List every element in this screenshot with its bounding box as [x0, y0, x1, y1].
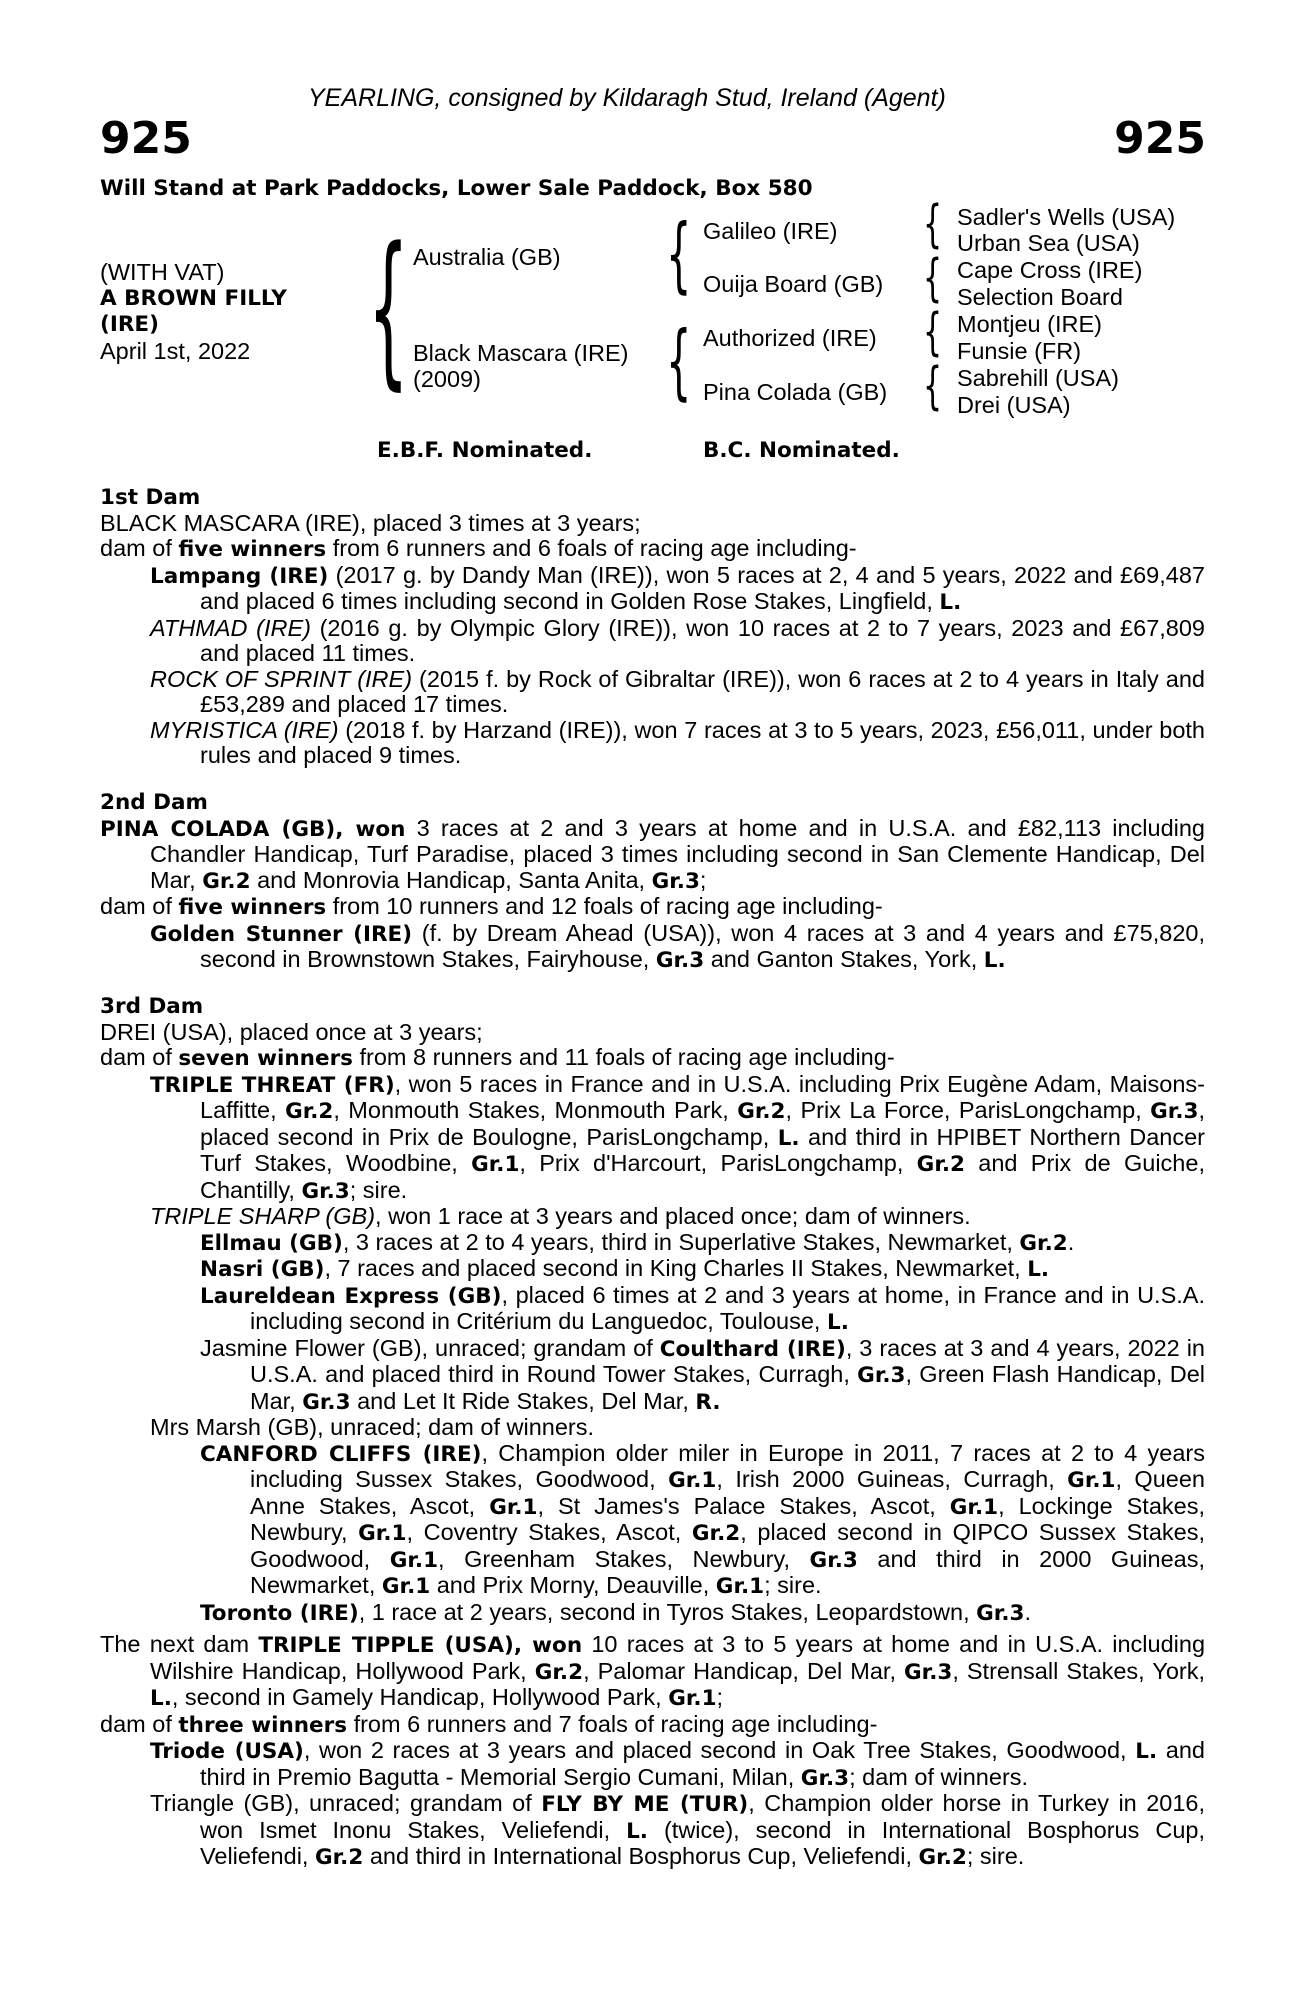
ebf-nomination: E.B.F. Nominated. — [377, 438, 593, 463]
grandoffspring-canford-cliffs: CANFORD CLIFFS (IRE), Champion older miler in Europe in 2011, 7 races at 2 to 4 years including Sussex Stakes, Goodwood, Gr.1, Irish 2000 Guineas, Curragh, Gr.1, Queen Anne Stakes, Ascot, Gr.1, St James's Palace Stakes, Ascot, Gr.1, Lockinge Stakes, Newbury, Gr.1, Coventry Stakes, Ascot, Gr.2, placed second in QIPCO Sussex Stakes, Goodwood, Gr.1, Greenham Stakes, Newbury, Gr.3 and third in 2000 Guineas, Newmarket, Gr.1 and Prix Morny, Deauville, Gr.1; sire. — [200, 1439, 1205, 1599]
pedigree-dds: Sabrehill (USA) — [957, 365, 1119, 391]
grandoffspring-jasmine-flower: Jasmine Flower (GB), unraced; grandam of Coulthard (IRE), 3 races at 3 and 4 years, 2022 in U.S.A. and placed third in Round Tower Stakes, Curragh, Gr.3, Green Flash Handicap, Del Mar, Gr.3 and Let It Ride Stakes, Del Mar, R. — [200, 1334, 1205, 1415]
vat-label: (WITH VAT) — [100, 259, 225, 285]
pedigree-sire-dam: Ouija Board (GB) — [703, 271, 884, 297]
brace-gen2-dam: { — [666, 315, 692, 411]
brace-gen2-sire: { — [666, 208, 692, 304]
offspring-lampang: Lampang (IRE) (2017 g. by Dandy Man (IRE)), won 5 races at 2, 4 and 5 years, 2022 and £69,487 and placed 6 times including second in Golden Rose Stakes, Lingfield, L. — [150, 561, 1205, 615]
pedigree-ddd: Drei (USA) — [957, 392, 1071, 418]
offspring-triangle: Triangle (GB), unraced; grandam of FLY BY ME (TUR), Champion older horse in Turkey in 2016, won Ismet Inonu Stakes, Veliefendi, L. (twice), second in International Bosphorus Cup, Veliefendi, Gr.2 and third in International Bosphorus Cup, Veliefendi, Gr.2; sire. — [150, 1790, 1205, 1870]
offspring-golden-stunner: Golden Stunner (IRE) (f. by Dream Ahead (USA)), won 4 races at 3 and 4 years and £75,820, second in Brownstown Stakes, Fairyhouse, Gr.3 and Ganton Stakes, York, L. — [150, 919, 1206, 973]
pedigree-sdd: Selection Board — [957, 284, 1123, 310]
pedigree-sss: Sadler's Wells (USA) — [957, 204, 1176, 230]
pedigree-dam: Black Mascara (IRE) — [413, 340, 629, 366]
pedigree-dsd: Funsie (FR) — [957, 338, 1082, 364]
pedigree-dam-sire: Authorized (IRE) — [703, 325, 877, 351]
offspring-rock-of-sprint: ROCK OF SPRINT (IRE) (2015 f. by Rock of Gibraltar (IRE)), won 6 races at 2 to 4 years in Italy and £53,289 and placed 17 times. — [150, 665, 1205, 717]
second-dam-produce-line: dam of five winners from 10 runners and 12 foals of racing age including- — [100, 893, 883, 920]
pedigree-sire: Australia (GB) — [413, 244, 561, 270]
first-dam-heading: 1st Dam — [100, 485, 201, 510]
first-dam-produce-line: dam of five winners from 6 runners and 6 foals of racing age including- — [100, 535, 857, 562]
pedigree-dam-dam: Pina Colada (GB) — [703, 379, 888, 405]
brace-gen3-d: { — [923, 356, 943, 417]
next-dam-produce-line: dam of three winners from 6 runners and 7 foals of racing age including- — [100, 1710, 878, 1738]
third-dam-line: DREI (USA), placed once at 3 years; — [100, 1018, 483, 1045]
pedigree-sire-sire: Galileo (IRE) — [703, 218, 838, 244]
offspring-triode: Triode (USA), won 2 races at 3 years and placed second in Oak Tree Stakes, Goodwood, L. and third in Premio Bagutta - Memorial Sergio Cumani, Milan, Gr.3; dam of winners. — [150, 1737, 1205, 1791]
grandoffspring-ellmau: Ellmau (GB), 3 races at 2 to 4 years, third in Superlative Stakes, Newmarket, Gr.2. — [200, 1228, 1075, 1256]
foaling-date: April 1st, 2022 — [100, 338, 251, 364]
next-dam-line: The next dam TRIPLE TIPPLE (USA), won 10 races at 3 to 5 years at home and in U.S.A. including Wilshire Handicap, Hollywood Park, Gr.2, Palomar Handicap, Del Mar, Gr.3, Strensall Stakes, York, L., second in Gamely Handicap, Hollywood Park, Gr.1; — [100, 1631, 1206, 1711]
second-dam-line: PINA COLADA (GB), won 3 races at 2 and 3 years at home and in U.S.A. and £82,113 including Chandler Handicap, Turf Paradise, placed 3 times including second in San Clemente Handicap, Del Mar, Gr.2 and Monrovia Handicap, Santa Anita, Gr.3; — [100, 814, 1205, 894]
lot-number-left: 925 — [100, 113, 192, 164]
offspring-triple-threat: TRIPLE THREAT (FR), won 5 races in France and in U.S.A. including Prix Eugène Adam, Maisons-Laffitte, Gr.2, Monmouth Stakes, Monmouth Park, Gr.2, Prix La Force, ParisLongchamp, Gr.3, placed second in Prix de Boulogne, ParisLongchamp, L. and third in HPIBET Northern Dancer Turf Stakes, Woodbine, Gr.1, Prix d'Harcourt, ParisLongchamp, Gr.2 and Prix de Guiche, Chantilly, Gr.3; sire. — [150, 1070, 1206, 1204]
next-dam-section — [100, 1632, 1205, 1871]
pedigree-dss: Montjeu (IRE) — [957, 311, 1102, 337]
second-dam-heading: 2nd Dam — [100, 790, 208, 815]
second-dam-section — [100, 790, 1205, 974]
lot-number-right: 925 — [1114, 113, 1206, 164]
brace-gen3-b: { — [923, 248, 943, 309]
third-dam-heading: 3rd Dam — [100, 994, 204, 1019]
consignor-line: YEARLING, consigned by Kildaragh Stud, Ireland (Agent) — [308, 84, 946, 112]
first-dam-section — [100, 485, 1205, 769]
pedigree-sds: Cape Cross (IRE) — [957, 257, 1143, 283]
brace-gen1: { — [368, 215, 409, 408]
third-dam-section — [100, 994, 1205, 1626]
first-dam-line: BLACK MASCARA (IRE), placed 3 times at 3 years; — [100, 509, 641, 536]
horse-name-line1: A BROWN FILLY — [100, 286, 287, 311]
brace-gen3-a: { — [923, 194, 943, 255]
grandoffspring-nasri: Nasri (GB), 7 races and placed second in King Charles II Stakes, Newmarket, L. — [200, 1255, 1050, 1282]
brace-gen3-c: { — [923, 302, 943, 363]
pedigree-ssd: Urban Sea (USA) — [957, 230, 1140, 256]
pedigree-dam-year: (2009) — [413, 366, 481, 392]
bc-nomination: B.C. Nominated. — [703, 438, 900, 463]
horse-name-line2: (IRE) — [100, 312, 159, 337]
location-line: Will Stand at Park Paddocks, Lower Sale Paddock, Box 580 — [100, 176, 813, 201]
offspring-mrs-marsh: Mrs Marsh (GB), unraced; dam of winners. — [150, 1414, 595, 1440]
offspring-myristica: MYRISTICA (IRE) (2018 f. by Harzand (IRE)), won 7 races at 3 to 5 years, 2023, £56,011, under both rules and placed 9 times. — [150, 716, 1205, 768]
grandoffspring-laureldean-express: Laureldean Express (GB), placed 6 times at 2 and 3 years at home, in France and in U.S.A. including second in Critérium du Languedoc, Toulouse, L. — [200, 1281, 1205, 1335]
offspring-triple-sharp: TRIPLE SHARP (GB), won 1 race at 3 years and placed once; dam of winners. — [150, 1203, 971, 1229]
offspring-athmad: ATHMAD (IRE) (2016 g. by Olympic Glory (IRE)), won 10 races at 2 to 7 years, 2023 and £67,809 and placed 11 times. — [150, 614, 1205, 666]
third-dam-produce-line: dam of seven winners from 8 runners and 11 foals of racing age including- — [100, 1044, 895, 1071]
grandoffspring-toronto: Toronto (IRE), 1 race at 2 years, second in Tyros Stakes, Leopardstown, Gr.3. — [200, 1598, 1031, 1626]
